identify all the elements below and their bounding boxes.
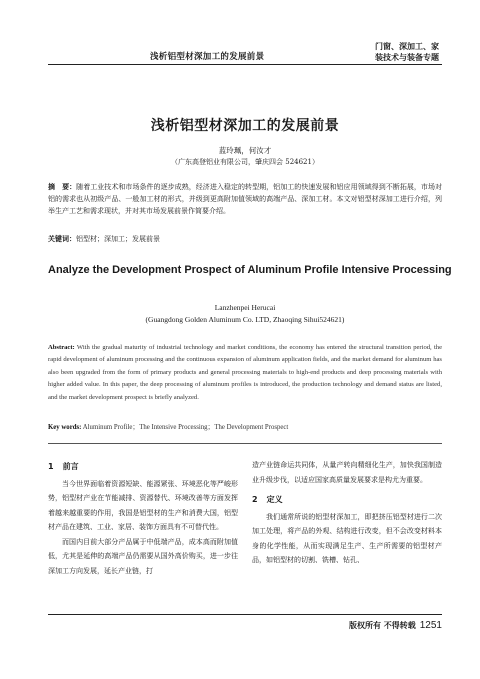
column-label [372, 41, 442, 63]
abstract-cn [48, 181, 442, 218]
section-heading [252, 493, 442, 508]
page-number: 1251 [419, 620, 442, 631]
abstract-en [48, 342, 442, 404]
abstract-cn-label: 摘 要： [48, 183, 77, 191]
section-title: 前言 [62, 462, 79, 471]
article-title-cn: 浅析铝型材深加工的发展前景 [150, 118, 340, 134]
body-paragraph: 当今世界面临着资源短缺、能源紧张、环境恶化等严峻形势，铝型材产业在节能减排、资源替代、环境改善等方面发挥着越来越重要的作用，我国是铝型材的生产和消费大国，铝型材产品在建筑、工业、家居、装饰方面具有不可替代性。 [48, 479, 238, 531]
body-paragraph: 我们通常所说的铝型材深加工，即把挤压铝型材进行二次加工处理，将产品的外观、结构进行改变，但不会改变材料本身的化学性能，从而实现满足生产、生产所需要的铝型材产品，如铝型材的切割、铣槽、钻孔、 [252, 512, 442, 564]
body-paragraph-continued: 造产业链命运共同体，从量产转向精细化生产，加快我国制造业升级步伐，以适应国家高质量发展要求是构尤为重要。 [252, 461, 442, 484]
authors-en: Lanzhenpei Herucai [214, 303, 276, 312]
section-heading [48, 460, 238, 475]
section-number: 2 [252, 495, 258, 504]
footer-divider [48, 614, 442, 615]
abstract-en-text: With the gradual maturity of industrial technology and market conditions, the economy has entered the structural transition period, the rapid development of aluminum processing and the continuous expansion of aluminum application fields, and the market demand for aluminum has also been upgraded from the form of primary products and general processing materials to high-end products and deep processing materials with higher added value. In this paper, the deep processing of aluminum profiles is introduced, the production technology and demand status are listed, and the market development prospect is briefly analyzed. [48, 344, 443, 401]
keywords-cn [48, 233, 442, 245]
keywords-en-text: Aluminum Profile；The Intensive Processing；The Development Prospect [82, 424, 289, 431]
abstract-en-label: Abstract: [48, 344, 75, 351]
affiliation-cn: （广东高登铝业有限公司，肇庆四会 524621） [171, 158, 319, 166]
running-title: 浅析铝型材深加工的发展前景 [150, 52, 265, 62]
section-divider [48, 443, 442, 444]
keywords-cn-text: 铝型材；深加工；发展前景 [76, 235, 160, 243]
body-column-left [48, 460, 238, 578]
keywords-cn-label: 关键词： [48, 235, 76, 243]
page-footer [349, 620, 442, 631]
copyright-notice: 版权所有 不得转载 [348, 620, 416, 630]
abstract-cn-text: 随着工业技术和市场条件的逐步成熟，经济进入稳定的转型期，铝加工的快速发展和铝应用领域得到不断拓展，市场对铝的需求也从初级产品、一般加工材的形式，并级到更高附加值领域的高端产品、深加工材。本文对铝型材深加工进行介绍，列举生产工艺和需求现状，并对其市场发展前景作简要介绍。 [48, 183, 443, 216]
body-column-right [252, 458, 442, 568]
column-label-line2: 装技术与装备专题 [375, 52, 439, 62]
body-paragraph: 而国内目前大部分产品属于中低端产品，成本高而附加值低，尤其是延伸的高端产品仍需要从国外高价购买，进一步往深加工方向发展，延长产业链，打 [48, 537, 238, 575]
affiliation-en: (Guangdong Golden Aluminum Co. LTD, Zhaoqing Sihui524621) [145, 315, 345, 324]
column-label-line1: 门窗、深加工、家 [375, 41, 439, 51]
section-number: 1 [48, 462, 54, 471]
keywords-en [48, 422, 442, 434]
authors-cn: 蓝玲珮，何汝才 [218, 146, 272, 155]
section-title: 定义 [266, 495, 283, 504]
header-divider [48, 64, 442, 65]
article-title-en: Analyze the Development Prospect of Aluminum Profile Intensive Processing [48, 264, 452, 276]
keywords-en-label: Key words: [48, 424, 82, 431]
